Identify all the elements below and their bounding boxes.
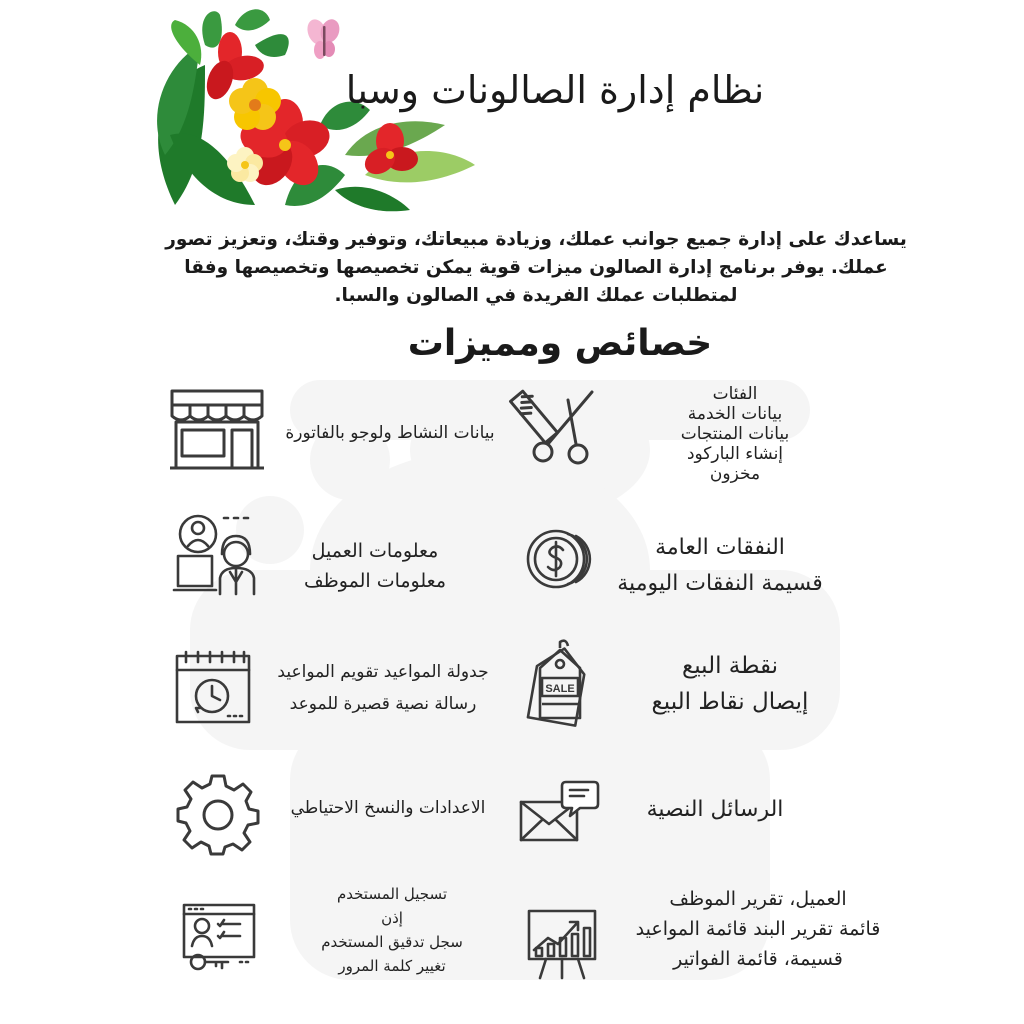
general-expenses-line: النفقات العامة <box>655 535 785 560</box>
calendar-clock-icon <box>174 648 252 726</box>
feature-business-info <box>270 421 510 445</box>
scissors-comb-icon <box>518 388 600 468</box>
feature-sms <box>610 792 820 828</box>
business-info-line: بيانات النشاط ولوجو بالفاتورة <box>285 423 495 443</box>
sale-tag-label: SALE <box>545 683 575 695</box>
feature-categories <box>610 384 860 484</box>
barcode-line: إنشاء الباركود <box>686 444 784 464</box>
appointment-scheduling-line: جدولة المواعيد تقويم المواعيد <box>277 662 489 682</box>
sale-tag-icon <box>528 640 592 732</box>
service-data-line: بيانات الخدمة <box>687 404 783 424</box>
features-heading: خصائص ومميزات <box>407 323 713 364</box>
dollar-coins-icon <box>524 526 594 590</box>
user-key-form-icon <box>180 902 258 974</box>
pos-receipt-line: إيصال نقاط البيع <box>651 689 809 715</box>
feature-client-employee <box>280 536 470 596</box>
item-report-appointments-line: قائمة تقرير البند قائمة المواعيد <box>635 918 881 940</box>
envelope-chat-icon <box>518 778 600 844</box>
feature-settings <box>272 796 504 820</box>
butterfly-icon <box>306 16 342 64</box>
intro-paragraph: يساعدك على إدارة جميع جوانب عملك، وزيادة مبيعاتك، وتوفير وقتك، وتعزيز تصور عملك. يوفر برنامج إدارة الصالون ميزات قوية يمكن تخصيصها وتخصيصها وفقا لمتطلبات عملك الفريدة في الصالون والسبا. <box>165 229 907 306</box>
employee-info-line: معلومات الموظف <box>304 570 446 592</box>
growth-chart-icon <box>526 908 598 980</box>
feature-users <box>270 882 514 978</box>
storefront-icon <box>168 388 266 472</box>
client-employee-report-line: العميل، تقرير الموظف <box>669 888 847 910</box>
categories-line: الفئات <box>712 384 758 404</box>
point-of-sale-line: نقطة البيع <box>681 653 779 679</box>
permission-line: إذن <box>381 909 403 927</box>
gear-icon <box>176 772 260 856</box>
vouchers-invoices-line: قسيمة، قائمة الفواتير <box>673 948 843 970</box>
feature-expenses <box>600 530 840 602</box>
client-info-line: معلومات العميل <box>311 540 439 562</box>
settings-backup-line: الاعدادات والنسخ الاحتياطي <box>290 798 486 818</box>
user-registration-line: تسجيل المستخدم <box>336 885 448 903</box>
daily-expense-voucher-line: قسيمة النفقات اليومية <box>617 571 823 596</box>
appointment-sms-line: رسالة نصية قصيرة للموعد <box>289 694 477 714</box>
text-messages-line: الرسائل النصية <box>646 797 784 822</box>
change-password-line: تغيير كلمة المرور <box>338 957 446 975</box>
feature-pos <box>600 648 860 720</box>
page-title: نظام إدارة الصالونات وسبا <box>345 68 765 112</box>
client-agent-icon <box>172 510 262 596</box>
inventory-line: مخزون <box>709 464 761 484</box>
feature-appointments <box>268 656 498 720</box>
product-data-line: بيانات المنتجات <box>680 424 790 444</box>
feature-reports <box>608 884 908 974</box>
user-audit-log-line: سجل تدقيق المستخدم <box>321 933 463 951</box>
